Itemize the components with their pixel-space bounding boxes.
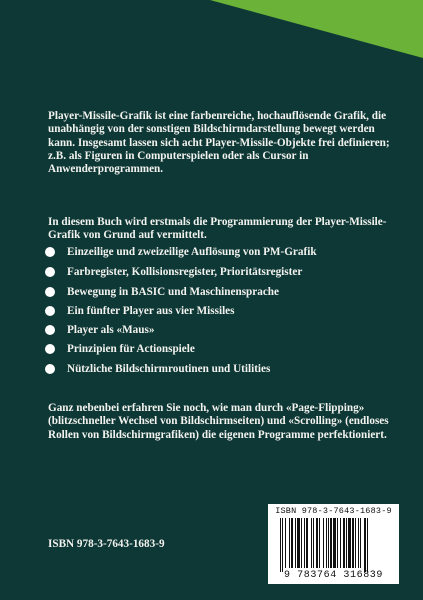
feature-item [45,266,395,279]
barcode-bar [282,518,283,572]
barcode-bar [319,518,320,568]
barcode-bar [326,518,327,568]
barcode-bar [346,518,347,568]
barcode-bar [328,518,329,568]
barcode-bar [358,518,359,568]
lead-paragraph: In diesem Buch wird erstmals die Programmierung der Player-Missile-Grafik von Grund auf vermittelt. [48,216,387,242]
feature-item [45,286,395,299]
barcode-bar [311,518,312,568]
accent-stripe [0,0,423,80]
feature-list [45,246,395,382]
barcode-bar [289,518,290,568]
bullet-icon [45,267,55,277]
barcode-bar [285,518,286,568]
barcode [268,504,399,584]
barcode-bar [352,518,354,568]
barcode-bar [333,518,336,568]
barcode-bar [304,518,305,568]
feature-item [45,343,395,356]
barcode-bar [297,518,300,568]
feature-text: Player als «Maus» [67,324,155,337]
bullet-icon [45,364,55,374]
bullet-icon [45,306,55,316]
barcode-bar [364,518,366,572]
barcode-isbn-label: ISBN 978-3-7643-1683-9 [275,506,392,516]
feature-item [45,305,395,318]
intro-paragraph: Player-Missile-Grafik ist eine farbenreiche, hochauflösende Grafik, die unabhängig von der sonstigen Bildschirmdarstellung bewegt werden kann. Insgesamt lassen sich acht Player-Missile-Objekte frei definieren; z.B. als Figuren in Computerspielen oder als Cursor in Anwenderprogrammen. [48,110,390,176]
barcode-bar [360,518,361,568]
bullet-icon [45,247,55,257]
barcode-bar [340,518,341,568]
bullet-icon [45,344,55,354]
barcode-digits: 9 783764 316839 [283,570,383,581]
barcode-bar [337,518,338,568]
barcode-bar [280,518,281,572]
feature-text: Ein fünfter Player aus vier Missiles [67,304,235,317]
feature-text: Prinzipien für Actionspiele [67,343,195,356]
barcode-bar [301,518,302,568]
barcode-bar [313,518,314,568]
barcode-bar [343,518,345,568]
barcode-bar [367,518,368,572]
barcode-bar [330,518,332,568]
isbn-text: ISBN 978-3-7643-1683-9 [48,538,165,550]
closing-paragraph: Ganz nebenbei erfahren Sie noch, wie man durch «Page-Flipping» (blitzschneller Wechsel von Bildschirmseiten) und «Scrolling» (endloses Rollen von Bildschirmgrafiken) die eigenen Programme perfektioniert. [48,402,389,441]
barcode-bar [316,518,318,568]
feature-text: Farbregister, Kollisionsregister, Prioritätsregister [67,266,303,279]
barcode-bar [323,518,324,568]
feature-text: Einzeilige und zweizeilige Auflösung von PM-Grafik [67,246,317,258]
feature-text: Bewegung in BASIC und Maschinensprache [67,285,279,298]
bullet-icon [45,325,55,335]
barcode-bar [348,518,351,568]
barcode-bar [295,518,296,568]
barcode-bar [355,518,356,568]
feature-text: Nützliche Bildschirmroutinen und Utilities [67,362,271,375]
barcode-bar [291,518,293,568]
feature-item [45,363,395,376]
barcode-bar [306,518,308,568]
feature-item [45,246,395,259]
feature-item [45,324,395,337]
bullet-icon [45,287,55,297]
